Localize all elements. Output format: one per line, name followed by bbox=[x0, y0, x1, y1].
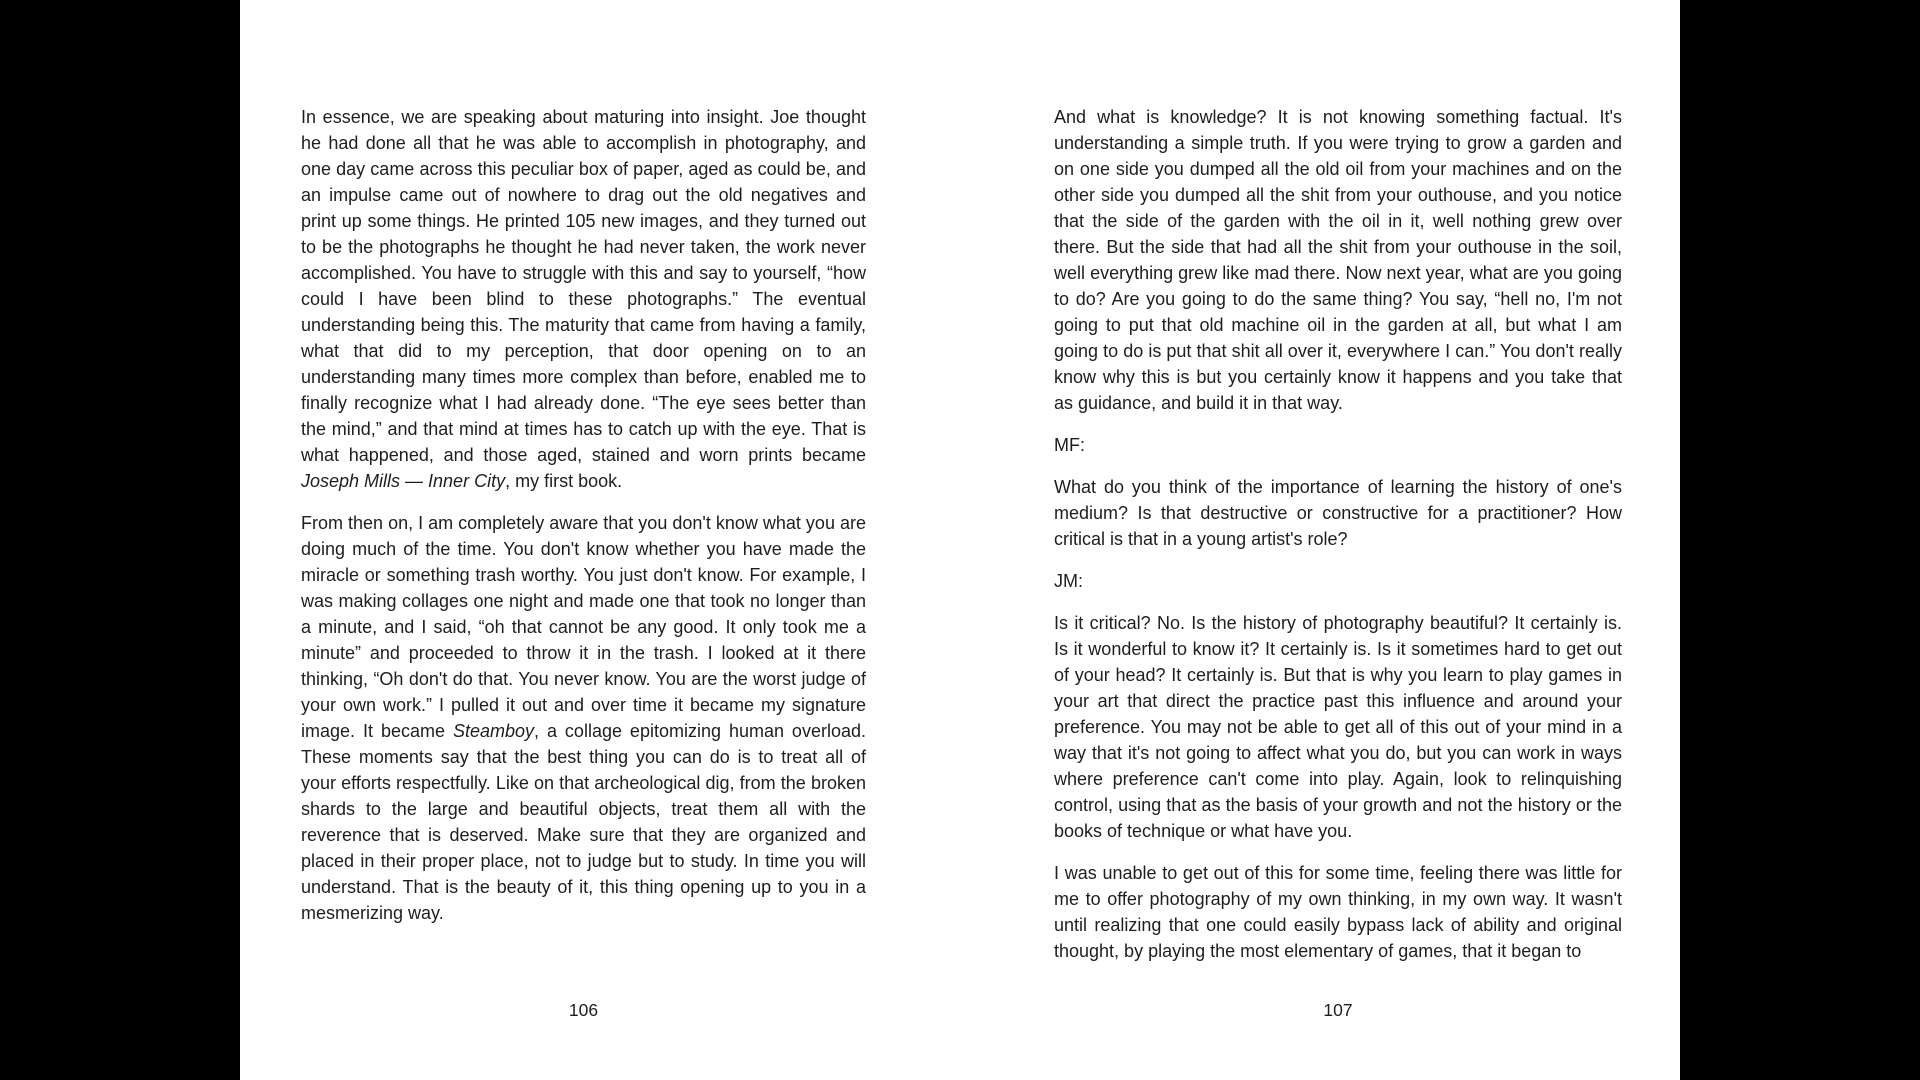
paragraph bbox=[1054, 474, 1622, 552]
text-run: JM: bbox=[1054, 571, 1083, 591]
text-run: What do you think of the importance of learning the history of one's medium? Is that destructive or constructive for a practitioner? How critical is that in a young artist's role? bbox=[1054, 477, 1622, 549]
letterbox-left bbox=[0, 0, 240, 1080]
speaker-label bbox=[1054, 568, 1622, 594]
text-run: And what is knowledge? It is not knowing something factual. It's understanding a simple truth. If you were trying to grow a garden and on one side you dumped all the old oil from your machines and on the other side you dumped all the shit from your outhouse, and you notice that the side of the garden with the oil in it, well nothing grew over there. But the side that had all the shit from your outhouse in the soil, well everything grew like mad there. Now next year, what are you going to do? Are you going to do the same thing? You say, “hell no, I'm not going to put that old machine oil in the garden at all, but what I am going to do is put that shit all over it, everywhere I can.” You don't really know why this is but you certainly know it happens and you take that as guidance, and build it in that way. bbox=[1054, 107, 1622, 413]
page-right-text bbox=[1054, 104, 1622, 980]
letterbox-right bbox=[1680, 0, 1920, 1080]
paragraph bbox=[1054, 860, 1622, 964]
text-run: In essence, we are speaking about maturing into insight. Joe thought he had done all that he was able to accomplish in photography, and one day came across this peculiar box of paper, aged as could be, and an impulse came out of nowhere to drag out the old negatives and print up some things. He printed 105 new images, and they turned out to be the photographs he thought he had never taken, the work never accomplished. You have to struggle with this and say to yourself, “how could I have been blind to these photographs.” The eventual understanding being this. The maturity that came from having a family, what that did to my perception, that door opening on to an understanding many times more complex than before, enabled me to finally recognize what I had already done. “The eye sees better than the mind,” and that mind at times has to catch up with the eye. That is what happened, and those aged, stained and worn prints became bbox=[301, 107, 866, 465]
paragraph bbox=[1054, 610, 1622, 844]
text-run: MF: bbox=[1054, 435, 1085, 455]
text-run: , my first book. bbox=[505, 471, 623, 491]
paragraph bbox=[301, 510, 866, 926]
italic-text-run: Steamboy bbox=[452, 721, 534, 741]
page-left-text bbox=[301, 104, 866, 942]
text-run: Is it critical? No. Is the history of photography beautiful? It certainly is. Is it wonderful to know it? It certainly is. Is it sometimes hard to get out of your head? It certainly is. But that is why you learn to play games in your art that direct the practice past this influence and around your preference. You may not be able to get all of this out of your mind in a way that it's not going to affect what you do, but you can work in ways where preference can't come into play. Again, look to relinquishing control, using that as the basis of your growth and not the history or the books of technique or what have you. bbox=[1054, 613, 1622, 841]
book-spread bbox=[240, 0, 1680, 1080]
page-number-right: 107 bbox=[1323, 1000, 1353, 1020]
speaker-label bbox=[1054, 432, 1622, 458]
paragraph bbox=[301, 104, 866, 494]
page-left bbox=[240, 0, 960, 1080]
page-right bbox=[960, 0, 1680, 1080]
text-run: , a collage epitomizing human overload. These moments say that the best thing you can do is to treat all of your efforts respectfully. Like on that archeological dig, from the broken shards to the large and beautiful objects, treat them all with the reverence that is deserved. Make sure that they are organized and placed in their proper place, not to judge but to study. In time you will understand. That is the beauty of it, this thing opening up to you in a mesmerizing way. bbox=[301, 721, 866, 923]
text-run: From then on, I am completely aware that you don't know what you are doing much of the time. You don't know whether you have made the miracle or something trash worthy. You just don't know. For example, I was making collages one night and made one that took no longer than a minute, and I said, “oh that cannot be any good. It only took me a minute” and proceeded to throw it in the trash. I looked at it there thinking, “Oh don't do that. You never know. You are the worst judge of your own work.” I pulled it out and over time it became my signature image. It became bbox=[301, 513, 866, 741]
page-number-left: 106 bbox=[568, 1000, 599, 1020]
italic-text-run: Joseph Mills — Inner City bbox=[301, 471, 506, 491]
paragraph bbox=[1054, 104, 1622, 416]
text-run: I was unable to get out of this for some time, feeling there was little for me to offer photography of my own thinking, in my own way. It wasn't until realizing that one could easily bypass lack of ability and original thought, by playing the most elementary of games, that it began to bbox=[1054, 863, 1622, 961]
